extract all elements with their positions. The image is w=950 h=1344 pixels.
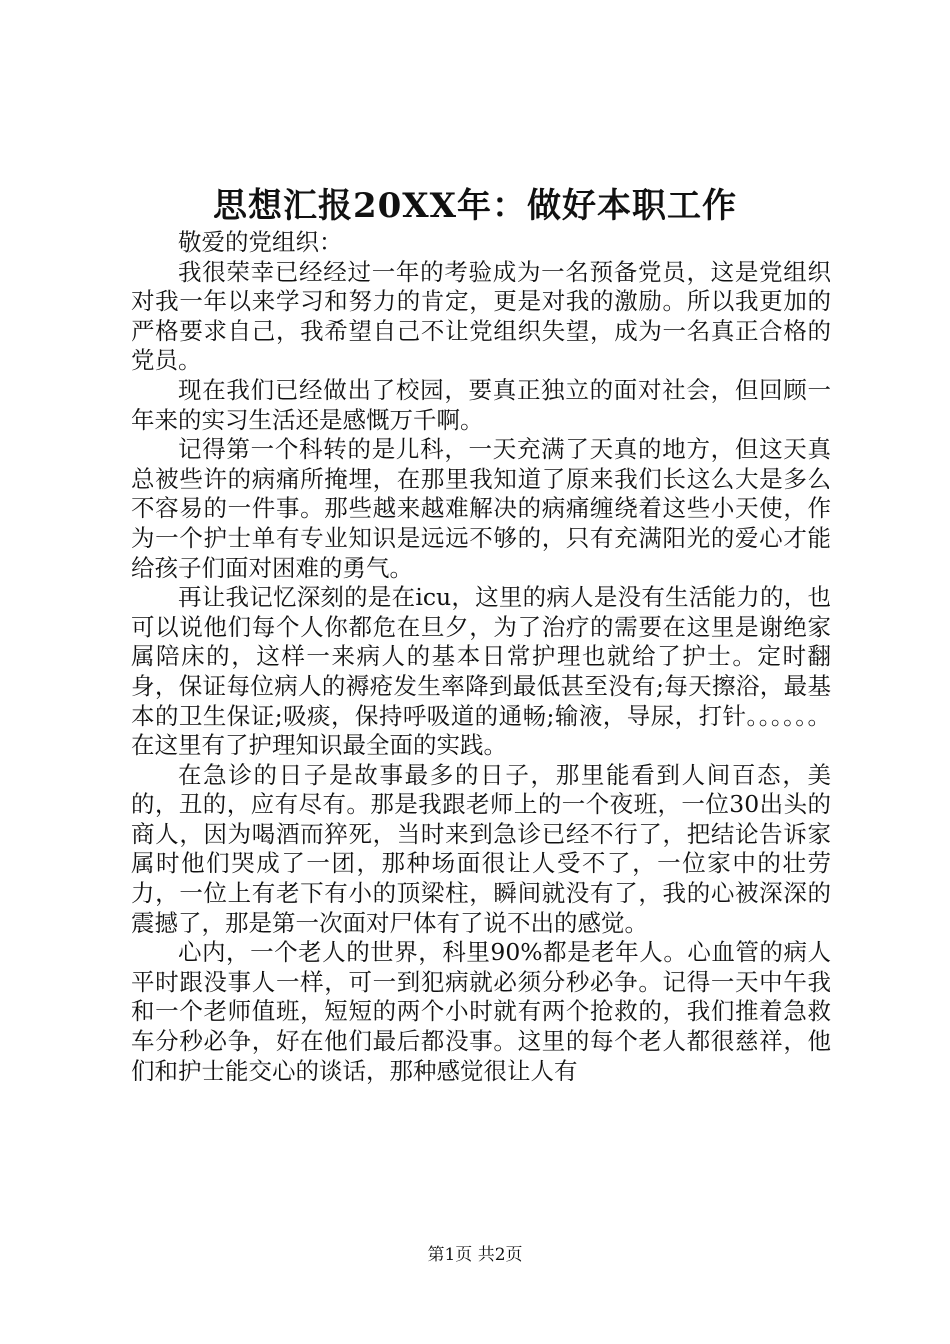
paragraph-1: 我很荣幸已经经过一年的考验成为一名预备党员，这是党组织对我一年以来学习和努力的肯定，更是对我的激励。所以我更加的严格要求自己，我希望自己不让党组织失望，成为一名真正合格的党员。 <box>131 257 831 375</box>
document-body <box>131 228 831 1086</box>
document-title: 思想汇报20XX年：做好本职工作 <box>212 186 738 226</box>
page-footer: 第1页 共2页 <box>427 1245 523 1265</box>
salutation: 敬爱的党组织： <box>178 228 343 256</box>
paragraph-4: 再让我记忆深刻的是在icu，这里的病人是没有生活能力的，也可以说他们每个人你都危在旦夕，为了治疗的需要在这里是谢绝家属陪床的，这样一来病人的基本日常护理也就给了护士。定时翻身，保证每位病人的褥疮发生率降到最低甚至没有;每天擦浴，最基本的卫生保证;吸痰，保持呼吸道的通畅;输液，导尿，打针。。。。。。在这里有了护理知识最全面的实践。 <box>131 583 831 760</box>
paragraph-6: 心内，一个老人的世界，科里90%都是老年人。心血管的病人平时跟没事人一样，可一到犯病就必须分秒必争。记得一天中午我和一个老师值班，短短的两个小时就有两个抢救的，我们推着急救车分秒必争，好在他们最后都没事。这里的每个老人都很慈祥，他们和护士能交心的谈话，那种感觉很让人有 <box>131 938 831 1085</box>
paragraph-3: 记得第一个科转的是儿科，一天充满了天真的地方，但这天真总被些许的病痛所掩埋，在那里我知道了原来我们长这么大是多么不容易的一件事。那些越来越难解决的病痛缠绕着这些小天使，作为一个护士单有专业知识是远远不够的，只有充满阳光的爱心才能给孩子们面对困难的勇气。 <box>131 435 831 582</box>
paragraph-2: 现在我们已经做出了校园，要真正独立的面对社会，但回顾一年来的实习生活还是感慨万千啊。 <box>131 375 831 434</box>
paragraph-5: 在急诊的日子是故事最多的日子，那里能看到人间百态，美的，丑的，应有尽有。那是我跟老师上的一个夜班，一位30出头的商人，因为喝酒而猝死，当时来到急诊已经不行了，把结论告诉家属时他们哭成了一团，那种场面很让人受不了，一位家中的壮劳力，一位上有老下有小的顶梁柱，瞬间就没有了，我的心被深深的震撼了，那是第一次面对尸体有了说不出的感觉。 <box>131 760 831 937</box>
